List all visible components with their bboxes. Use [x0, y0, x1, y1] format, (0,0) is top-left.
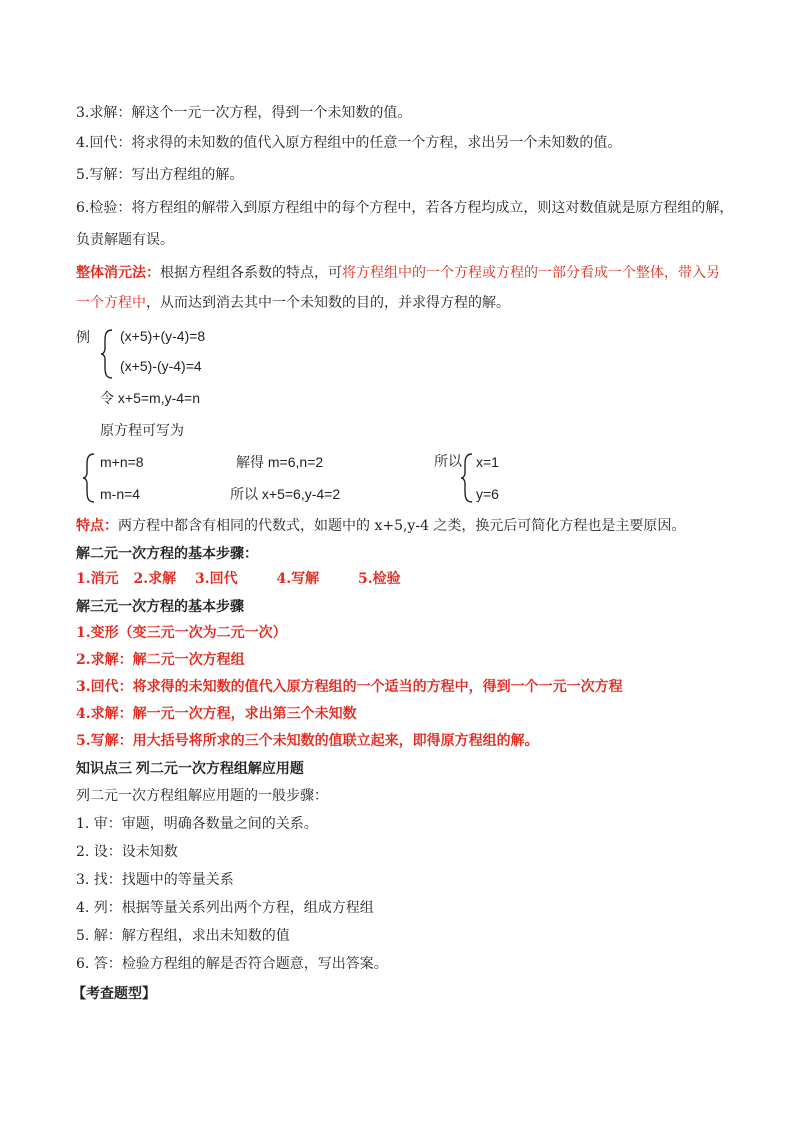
exam-question-types-title: 【考查题型】: [72, 985, 156, 1001]
overall-method-text2: ，从而达到消去其中一个未知数的目的，并求得方程的解。: [146, 295, 510, 311]
three-var-step-1: 1.变形（变三元一次为二元一次）: [76, 625, 287, 641]
system-brace-icon: [82, 452, 94, 504]
step-4-line: 4.回代：将求得的未知数的值代入原方程组中的任意一个方程，求出另一个未知数的值。: [76, 135, 622, 151]
three-var-steps-title: 解三元一次方程的基本步骤: [76, 598, 244, 614]
knowledge-point-3-title: 知识点三 列二元一次方程组解应用题: [76, 760, 304, 776]
overall-method-line1: [76, 263, 720, 283]
step-6-line: 6.检验：将方程组的解带入到原方程组中的每个方程中，若各方程均成立，则这对数值就是原方程组的解，: [76, 200, 734, 216]
three-var-step-4: 4.求解：解一元一次方程，求出第三个未知数: [76, 706, 357, 722]
system-equation-1: m+n=8: [100, 454, 144, 470]
system-equation-2: m-n=4: [100, 486, 141, 502]
two-var-step-5: 5.检验: [358, 571, 401, 587]
answer-brace-icon: [460, 452, 472, 504]
application-step-2: 2. 设：设未知数: [76, 844, 178, 860]
example-substitution: 令 x+5=m,y-4=n: [100, 390, 200, 406]
application-step-4: 4. 列：根据等量关系列出两个方程，组成方程组: [76, 900, 374, 916]
feature-label: 特点：: [76, 518, 118, 534]
answer-y: y=6: [476, 486, 499, 502]
example-label: 例: [76, 330, 90, 346]
two-var-step-1: 1.消元: [76, 571, 119, 587]
three-var-step-2: 2.求解：解二元一次方程组: [76, 652, 245, 668]
answer-label: 所以: [434, 454, 462, 470]
overall-method-red2: 一个方程中: [76, 295, 146, 311]
step-3-line: 3.求解：解这个一元一次方程，得到一个未知数的值。: [76, 105, 412, 121]
feature-line: [76, 516, 685, 536]
step-5-line: 5.写解：写出方程组的解。: [76, 167, 244, 183]
application-step-1: 1. 审：审题，明确各数量之间的关系。: [76, 816, 318, 832]
example-rewrite: 原方程可写为: [100, 423, 184, 439]
two-var-steps-list: [76, 569, 401, 589]
two-var-steps-title: 解二元一次方程的基本步骤：: [76, 545, 258, 561]
step-6-continuation: 负责解题有误。: [76, 232, 174, 248]
application-step-6: 6. 答：检验方程组的解是否符合题意，写出答案。: [76, 956, 388, 972]
two-var-step-4: 4.写解: [276, 571, 320, 587]
two-var-step-2: 2.求解: [133, 571, 177, 587]
answer-x: x=1: [476, 454, 499, 470]
three-var-step-5: 5.写解：用大括号将所求的三个未知数的值联立起来，即得原方程组的解。: [76, 733, 539, 749]
overall-method-text1: 根据方程组各系数的特点，可: [160, 265, 342, 281]
example-equation-1: (x+5)+(y-4)=8: [120, 328, 206, 344]
application-step-3: 3. 找：找题中的等量关系: [76, 872, 234, 888]
overall-method-line2: [76, 293, 510, 313]
feature-text: 两方程中都含有相同的代数式，如题中的 x+5,y-4 之类，换元后可简化方程也是主要原因。: [118, 518, 686, 534]
three-var-step-3: 3.回代：将求得的未知数的值代入原方程组的一个适当的方程中，得到一个一元一次方程: [76, 679, 623, 695]
overall-method-label: 整体消元法：: [76, 265, 160, 281]
solve-result-2: 所以 x+5=6,y-4=2: [230, 486, 341, 502]
application-step-5: 5. 解：解方程组，求出未知数的值: [76, 928, 290, 944]
solve-result-1: 解得 m=6,n=2: [236, 454, 324, 470]
example-equation-2: (x+5)-(y-4)=4: [120, 358, 202, 374]
example-brace-icon: [100, 328, 112, 380]
knowledge-point-3-intro: 列二元一次方程组解应用题的一般步骤：: [76, 788, 328, 804]
two-var-step-3: 3.回代: [195, 571, 238, 587]
overall-method-red1: 将方程组中的一个方程或方程的一部分看成一个整体，带入另: [342, 265, 720, 281]
